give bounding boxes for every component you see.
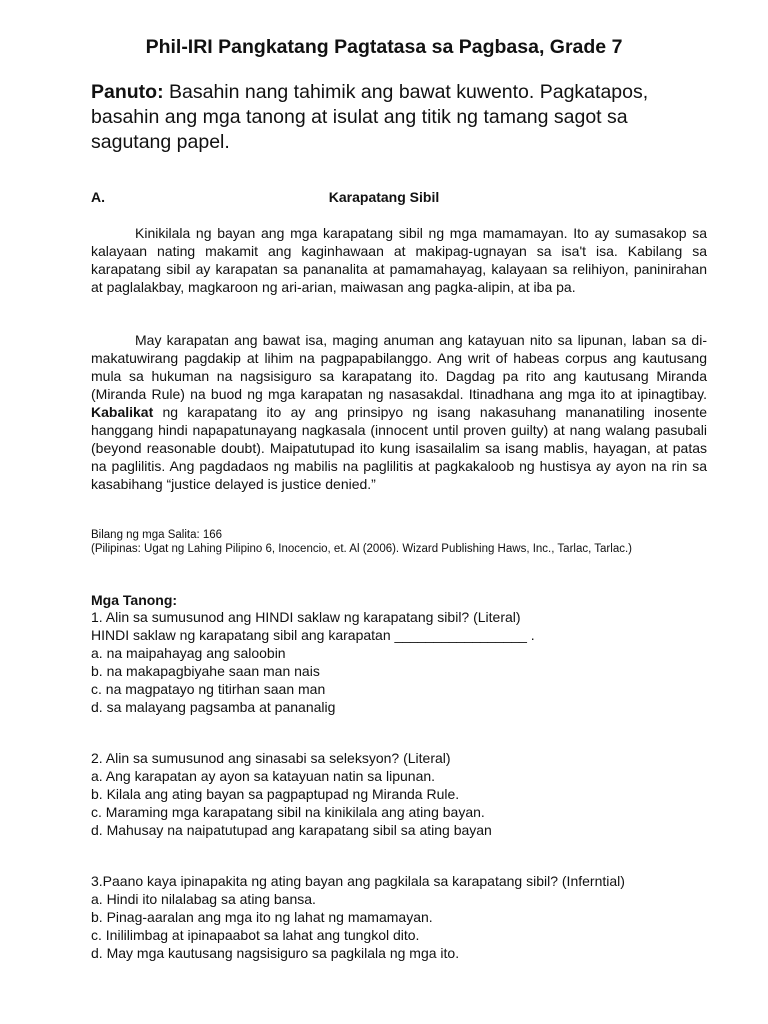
answer-option: b. Kilala ang ating bayan sa pagpaptupad ng Miranda Rule. — [91, 786, 460, 802]
instructions — [91, 80, 691, 155]
question-text: HINDI saklaw ng karapatang sibil ang karapatan _________________ . — [91, 627, 535, 643]
passage-text: Kinikilala ng bayan ang mga karapatang sibil ng mga mamamayan. Ito ay sumasakop sa kalayaan nating makamit ang kaginhawaan at makipag-ugnayan sa isa't isa. Kabilang sa karapatang sibil ay karapatan sa pananalita at pamamahayag, kalayaan sa relihiyon, paninirahan at paglalakbay, magkaroon ng ari-arian, maiwasan ang pagka-alipin, at iba pa. — [91, 225, 707, 295]
answer-option: c. Maraming mga karapatang sibil na kinikilala ang ating bayan. — [91, 804, 485, 820]
instructions-text: Basahin nang tahimik ang bawat kuwento. Pagkatapos, basahin ang mga tanong at isulat ang titik ng tamang sagot sa sagutang papel. — [91, 81, 649, 153]
source-citation: (Pilipinas: Ugat ng Lahing Pilipino 6, Inocencio, et. Al (2006). Wizard Publishing Haws, Inc., Tarlac, Tarlac.) — [91, 543, 632, 555]
section-title: Karapatang Sibil — [328, 189, 440, 205]
page-title: Phil-IRI Pangkatang Pagtatasa sa Pagbasa, Grade 7 — [145, 36, 623, 58]
answer-option: a. Ang karapatan ay ayon sa katayuan natin sa lipunan. — [91, 768, 436, 784]
instructions-label: Panuto: — [91, 81, 164, 103]
answer-option: d. May mga kautusang nagsisiguro sa pagkilala ng mga ito. — [91, 945, 460, 961]
question-text: 3.Paano kaya ipinapakita ng ating bayan ang pagkilala sa karapatang sibil? (Inferntial) — [91, 873, 625, 889]
question-2 — [91, 749, 711, 839]
answer-option: a. na maipahayag ang saloobin — [91, 645, 286, 661]
section-letter: A. — [91, 189, 105, 205]
answer-option: d. sa malayang pagsamba at pananalig — [91, 699, 336, 715]
answer-option: c. na magpatayo ng titirhan saan man — [91, 681, 326, 697]
answer-option: b. Pinag-aaralan ang mga ito ng lahat ng mamamayan. — [91, 909, 433, 925]
answer-option: d. Mahusay na naipatutupad ang karapatang sibil sa ating bayan — [91, 822, 492, 838]
question-text: 2. Alin sa sumusunod ang sinasabi sa seleksyon? (Literal) — [91, 750, 451, 766]
questions-heading: Mga Tanong: — [91, 592, 178, 608]
passage-paragraph-1 — [91, 224, 707, 296]
passage-text: May karapatan ang bawat isa, maging anuman ang katayuan nito sa lipunan, laban sa di-makatuwirang pagdakip at lihim na pagpapabilanggo. Ang writ of habeas corpus ang kautusang mula sa hukuman na nagsisiguro sa karapatang ito. Dagdag pa rito ang kautusang Miranda (Miranda Rule) na buod ng mga karapatan ng nasasakdal. Itinadhana ang mga ito at ipinagtibay. — [91, 332, 707, 402]
answer-option: c. Inililimbag at ipinapaabot sa lahat ang tungkol dito. — [91, 927, 420, 943]
question-text: 1. Alin sa sumusunod ang HINDI saklaw ng karapatang sibil? (Literal) — [91, 609, 521, 625]
passage-paragraph-2 — [91, 331, 707, 493]
passage-bold-word: Kabalikat — [91, 404, 154, 420]
passage-text: ng karapatang ito ay ang prinsipyo ng isang nakasuhang mananatiling inosente hanggang hindi napapatunayang nagkasala (innocent until proven guilty) at nang walang pasubali (beyond reasonable doubt). Maipatutupad ito kung isasailalim sa isang mablis, hayagan, at patas na paglilitis. Ang pagdadaos ng mabilis na paglilitis at pagkakaloob ng hustisya ay ayon na rin sa kasabihang “justice delayed is justice denied.” — [91, 404, 707, 492]
question-1 — [91, 608, 711, 716]
answer-option: b. na makapagbiyahe saan man nais — [91, 663, 320, 679]
question-3 — [91, 872, 711, 962]
word-count: Bilang ng mga Salita: 166 — [91, 529, 223, 541]
answer-option: a. Hindi ito nilalabag sa ating bansa. — [91, 891, 316, 907]
